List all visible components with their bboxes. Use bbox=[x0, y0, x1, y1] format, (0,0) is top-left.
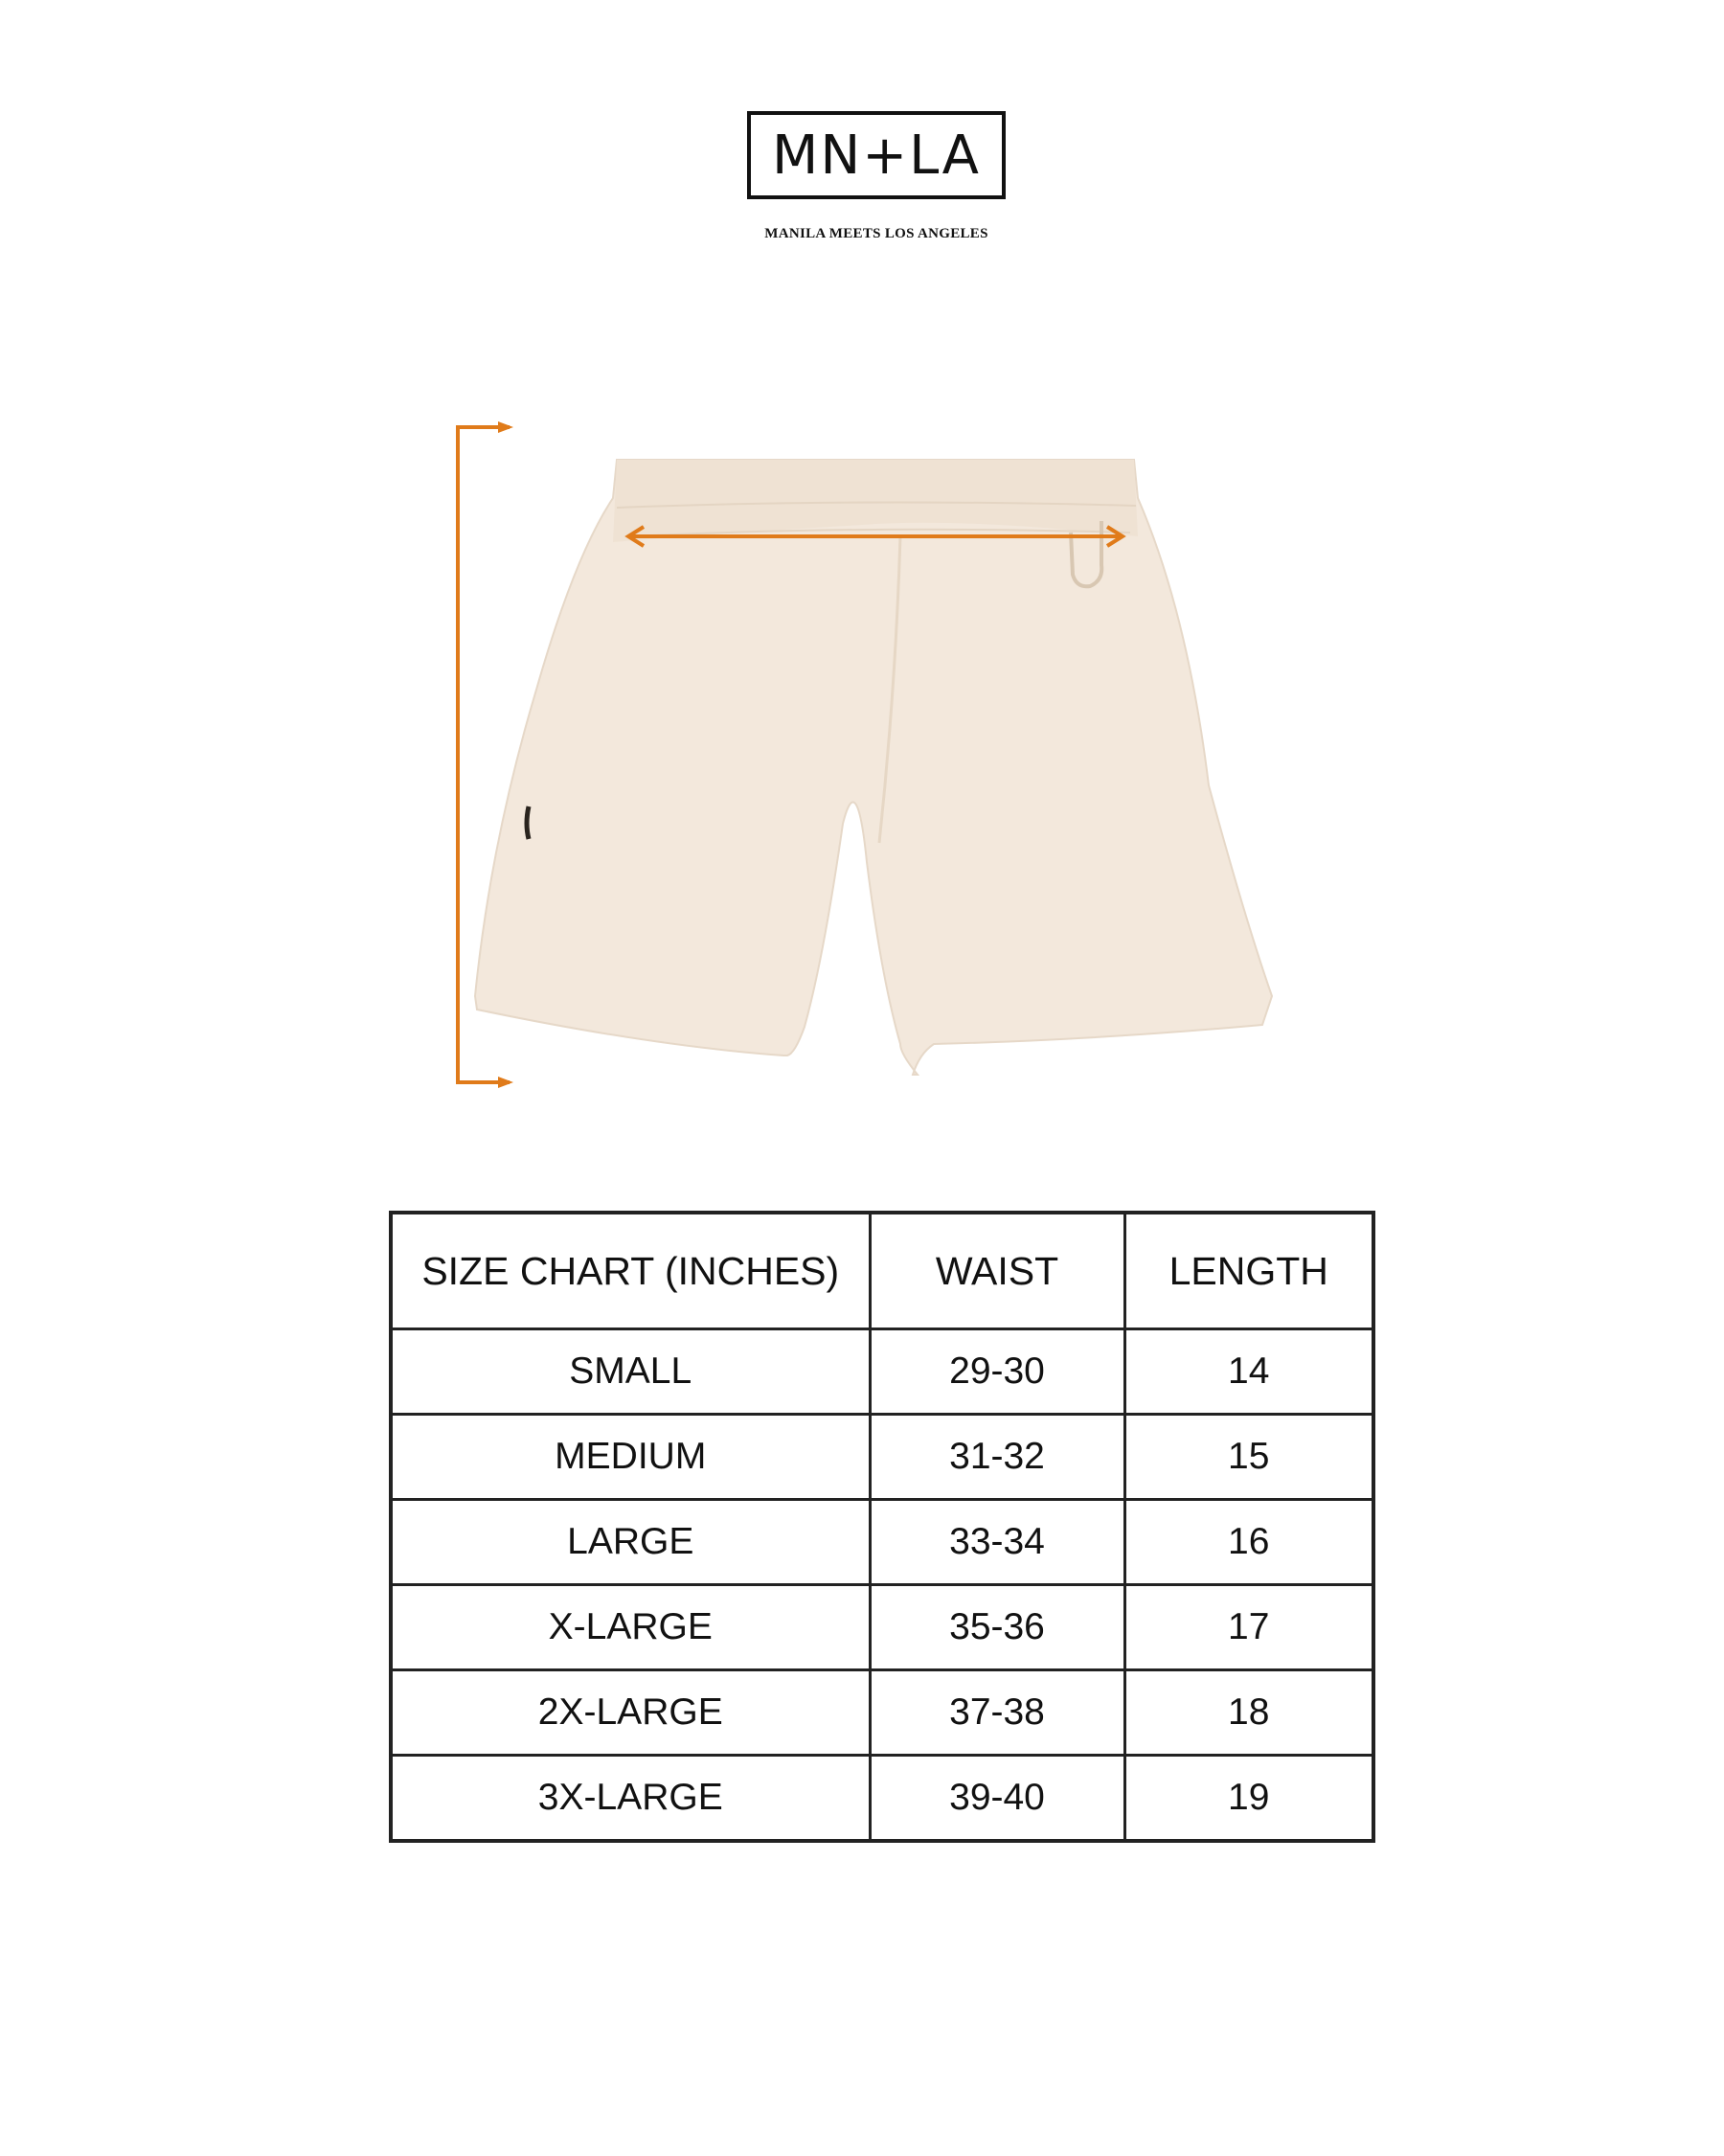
waist-cell: 35-36 bbox=[870, 1584, 1124, 1669]
size-cell: X-LARGE bbox=[391, 1584, 870, 1669]
logo-text: MN+LA bbox=[772, 124, 981, 187]
length-cell: 19 bbox=[1124, 1755, 1373, 1841]
size-cell: 2X-LARGE bbox=[391, 1669, 870, 1755]
waist-cell: 37-38 bbox=[870, 1669, 1124, 1755]
waist-cell: 29-30 bbox=[870, 1329, 1124, 1415]
size-cell: SMALL bbox=[391, 1329, 870, 1415]
length-cell: 17 bbox=[1124, 1584, 1373, 1669]
length-cell: 15 bbox=[1124, 1414, 1373, 1499]
size-cell: 3X-LARGE bbox=[391, 1755, 870, 1841]
length-cell: 16 bbox=[1124, 1499, 1373, 1584]
waist-cell: 33-34 bbox=[870, 1499, 1124, 1584]
table-row bbox=[391, 1329, 1373, 1415]
size-chart-table bbox=[389, 1211, 1375, 1843]
length-cell: 14 bbox=[1124, 1329, 1373, 1415]
shorts-image bbox=[475, 460, 1272, 1075]
length-cell: 18 bbox=[1124, 1669, 1373, 1755]
table-row bbox=[391, 1414, 1373, 1499]
header-size: SIZE CHART (INCHES) bbox=[391, 1213, 870, 1329]
waist-cell: 39-40 bbox=[870, 1755, 1124, 1841]
table-header-row bbox=[391, 1213, 1373, 1329]
waist-cell: 31-32 bbox=[870, 1414, 1124, 1499]
header-length: LENGTH bbox=[1124, 1213, 1373, 1329]
size-cell: MEDIUM bbox=[391, 1414, 870, 1499]
table-row bbox=[391, 1755, 1373, 1841]
brand-tagline: MANILA MEETS LOS ANGELES bbox=[764, 226, 988, 241]
table-row bbox=[391, 1584, 1373, 1669]
header-waist: WAIST bbox=[870, 1213, 1124, 1329]
pocket-opening bbox=[527, 806, 529, 839]
size-cell: LARGE bbox=[391, 1499, 870, 1584]
table-row bbox=[391, 1669, 1373, 1755]
table-row bbox=[391, 1499, 1373, 1584]
